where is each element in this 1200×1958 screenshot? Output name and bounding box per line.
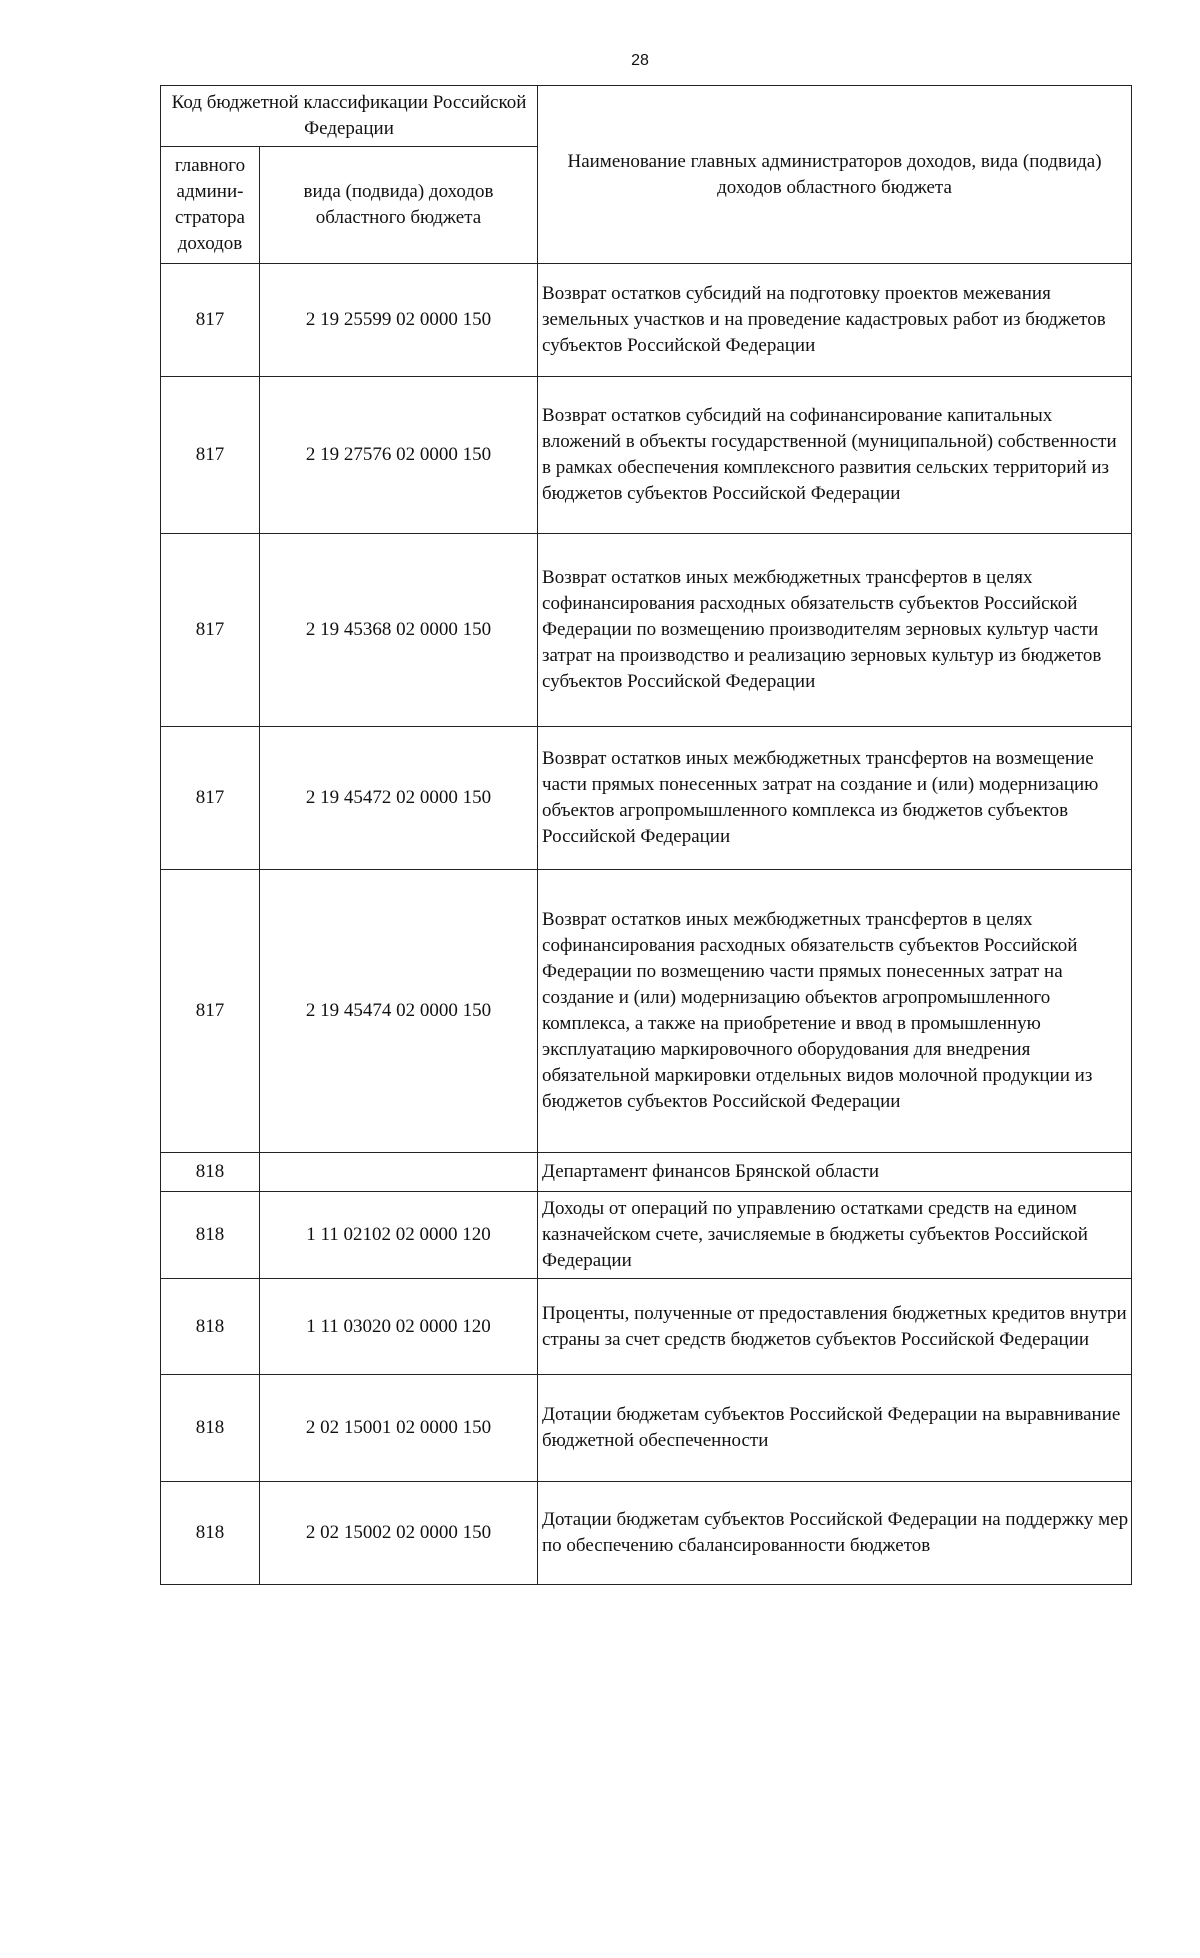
revenue-name-cell: Доходы от операций по управлению остатками средств на едином казначейском счете, зачисляемые в бюджеты субъектов Российской Федерации [538,1192,1132,1279]
revenue-code-cell: 2 02 15001 02 0000 150 [260,1375,538,1482]
revenue-code-cell: 1 11 03020 02 0000 120 [260,1279,538,1375]
admin-column-header: главного админи-стратора доходов [161,147,260,264]
revenue-name-cell: Возврат остатков субсидий на софинансирование капитальных вложений в объекты государственной (муниципальной) собственности в рамках обеспечения комплексного развития сельских территорий из бюджетов субъектов Российской Федерации [538,377,1132,534]
table-row [161,1375,1132,1482]
administrator-name-cell: Департамент финансов Брянской области [538,1153,1132,1192]
page-number: 28 [631,52,649,69]
admin-code-cell: 817 [161,870,260,1153]
admin-code-cell: 817 [161,377,260,534]
name-column-header: Наименование главных администраторов доходов, вида (подвида) доходов областного бюджета [538,86,1132,264]
table-row [161,727,1132,870]
code-column-header: вида (подвида) доходов областного бюджета [260,147,538,264]
revenue-code-cell: 2 19 25599 02 0000 150 [260,264,538,377]
admin-code-cell: 818 [161,1192,260,1279]
table-row [161,1482,1132,1585]
admin-code-cell: 817 [161,264,260,377]
revenue-code-cell: 1 11 02102 02 0000 120 [260,1192,538,1279]
revenue-code-cell: 2 19 27576 02 0000 150 [260,377,538,534]
admin-code-cell: 818 [161,1375,260,1482]
admin-code-cell: 818 [161,1279,260,1375]
revenue-name-cell: Возврат остатков иных межбюджетных трансфертов в целях софинансирования расходных обязательств субъектов Российской Федерации по возмещению части прямых понесенных затрат на создание и (или) модернизацию объектов агропромышленного комплекса, а также на приобретение и ввод в промышленную эксплуатацию маркировочного оборудования для внедрения обязательной маркировки отдельных видов молочной продукции из бюджетов субъектов Российской Федерации [538,870,1132,1153]
admin-code-cell: 818 [161,1153,260,1192]
classification-header: Код бюджетной классификации Российской Федерации [161,86,538,147]
revenue-code-cell: 2 19 45368 02 0000 150 [260,534,538,727]
revenue-code-cell: 2 19 45474 02 0000 150 [260,870,538,1153]
table-row [161,534,1132,727]
table-row [161,377,1132,534]
table-row [161,1279,1132,1375]
table-row [161,870,1132,1153]
admin-code-cell: 818 [161,1482,260,1585]
revenue-name-cell: Возврат остатков иных межбюджетных трансфертов на возмещение части прямых понесенных затрат на создание и (или) модернизацию объектов агропромышленного комплекса из бюджетов субъектов Российской Федерации [538,727,1132,870]
revenue-name-cell: Дотации бюджетам субъектов Российской Федерации на поддержку мер по обеспечению сбалансированности бюджетов [538,1482,1132,1585]
table-row [161,264,1132,377]
revenue-code-cell: 2 02 15002 02 0000 150 [260,1482,538,1585]
table-header-row [161,86,1132,147]
revenue-code-cell: 2 19 45472 02 0000 150 [260,727,538,870]
admin-code-cell: 817 [161,727,260,870]
revenue-code-cell [260,1153,538,1192]
table-row-section [161,1153,1132,1192]
admin-code-cell: 817 [161,534,260,727]
table-row [161,1192,1132,1279]
revenue-name-cell: Возврат остатков иных межбюджетных трансфертов в целях софинансирования расходных обязательств субъектов Российской Федерации по возмещению производителям зерновых культур части затрат на производство и реализацию зерновых культур из бюджетов субъектов Российской Федерации [538,534,1132,727]
budget-classification-table [160,85,1132,1585]
revenue-name-cell: Проценты, полученные от предоставления бюджетных кредитов внутри страны за счет средств бюджетов субъектов Российской Федерации [538,1279,1132,1375]
revenue-name-cell: Дотации бюджетам субъектов Российской Федерации на выравнивание бюджетной обеспеченности [538,1375,1132,1482]
revenue-name-cell: Возврат остатков субсидий на подготовку проектов межевания земельных участков и на проведение кадастровых работ из бюджетов субъектов Российской Федерации [538,264,1132,377]
